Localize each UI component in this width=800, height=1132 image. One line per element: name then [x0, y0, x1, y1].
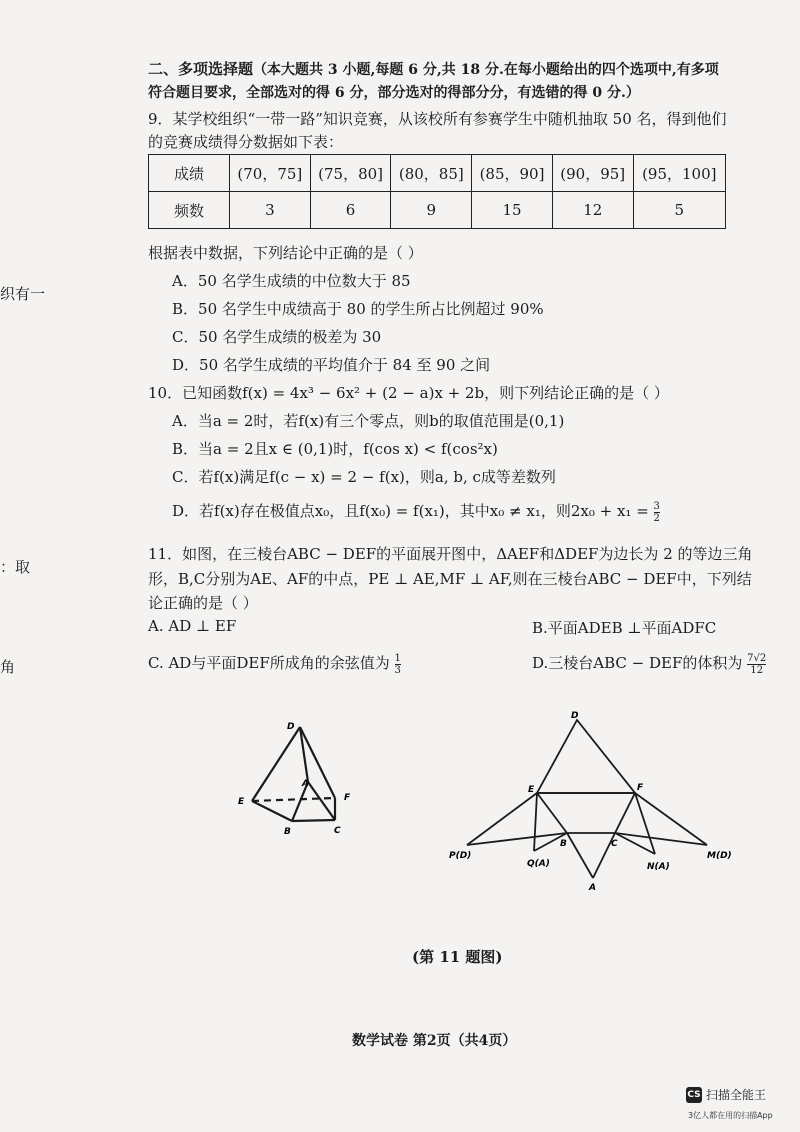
q9-option-a: A．50 名学生成绩的中位数大于 85	[172, 272, 411, 290]
label-f: F	[637, 783, 644, 793]
table-cell: 15	[472, 192, 553, 229]
figure-caption: (第 11 题图)	[412, 948, 503, 966]
label-p: P(D)	[449, 851, 472, 861]
q9-stem-2: 的竞赛成绩得分数据如下表：	[148, 133, 344, 151]
q11-option-a: A. AD ⊥ EF	[148, 617, 237, 635]
q11-option-b: B.平面ADEB ⊥平面ADFC	[532, 619, 717, 637]
label-a: A	[589, 883, 596, 893]
section-desc-2: 符合题目要求，全部选对的得 6 分，部分选对的得部分分，有选错的得 0 分.）	[148, 85, 640, 101]
frustum-figure	[230, 712, 370, 847]
table-cell: (95，100]	[633, 155, 725, 192]
table-cell: 9	[391, 192, 472, 229]
frequency-table	[148, 154, 726, 229]
section-header	[148, 58, 719, 79]
q10-option-a: A．当a = 2时，若f(x)有三个零点，则b的取值范围是(0,1)	[172, 412, 565, 430]
q11-option-d-text: D.三棱台ABC − DEF的体积为	[532, 654, 743, 672]
q11-stem-1: 11．如图，在三棱台ABC − DEF的平面展开图中，ΔAEF和ΔDEF为边长为 2 的等边三角	[148, 545, 753, 563]
table-cell: (85，90]	[472, 155, 553, 192]
q11-option-c	[148, 652, 401, 676]
scanner-badge	[686, 1086, 766, 1103]
section-title: 二、多项选择题	[148, 60, 254, 78]
table-row	[149, 192, 726, 229]
table-cell: 5	[633, 192, 725, 229]
margin-note: ：取	[0, 558, 31, 576]
q9-stem-1: 9．某学校组织“一带一路”知识竞赛，从该校所有参赛学生中随机抽取 50 名，得到他们	[148, 110, 727, 128]
table-cell: (70，75]	[230, 155, 311, 192]
fraction: $\frac{1}{3}$	[394, 652, 401, 676]
q9-option-c: C．50 名学生成绩的极差为 30	[172, 328, 382, 346]
table-row	[149, 155, 726, 192]
q10-option-d	[172, 500, 660, 524]
margin-note: 织有一	[0, 285, 46, 303]
table-cell: (75，80]	[310, 155, 391, 192]
label-n: N(A)	[647, 862, 670, 872]
label-c: C	[334, 826, 341, 836]
section-desc-1: （本大题共 3 小题,每题 6 分,共 18 分.在每小题给出的四个选项中,有多项	[253, 62, 719, 78]
row-header: 频数	[149, 192, 230, 229]
margin-note: 角	[0, 658, 16, 676]
label-a: A	[302, 779, 309, 789]
label-b: B	[560, 839, 567, 849]
label-b: B	[284, 827, 291, 837]
label-d: D	[571, 711, 579, 721]
net-figure	[445, 706, 745, 896]
q11-stem-3: 论正确的是（ ）	[148, 594, 258, 612]
q9-prompt: 根据表中数据，下列结论中正确的是（ ）	[148, 244, 423, 262]
q9-option-d: D．50 名学生成绩的平均值介于 84 至 90 之间	[172, 356, 491, 374]
label-e: E	[238, 797, 245, 807]
q11-option-c-text: C. AD与平面DEF所成角的余弦值为	[148, 654, 390, 672]
label-m: M(D)	[707, 851, 732, 861]
table-cell: 6	[310, 192, 391, 229]
q10-option-d-text: D．若f(x)存在极值点x₀，且f(x₀) = f(x₁)，其中x₀ ≠ x₁，则2x₀ + x₁ =	[172, 502, 649, 520]
q9-option-b: B．50 名学生中成绩高于 80 的学生所占比例超过 90%	[172, 300, 544, 318]
label-e: E	[528, 785, 535, 795]
fraction: $\frac{7√2}{12}$	[747, 652, 767, 676]
page-footer: 数学试卷 第2页（共4页）	[352, 1033, 517, 1049]
fraction: $\frac{3}{2}$	[653, 500, 660, 524]
q11-option-d	[532, 652, 766, 676]
table-cell: 12	[552, 192, 633, 229]
label-d: D	[287, 722, 295, 732]
label-q: Q(A)	[527, 859, 550, 869]
q10-option-c: C．若f(x)满足f(c − x) = 2 − f(x)，则a, b, c成等差数列	[172, 468, 556, 486]
q10-stem: 10．已知函数f(x) = 4x³ − 6x² + (2 − a)x + 2b，则下列结论正确的是（ ）	[148, 384, 669, 402]
scanner-tagline: 3亿人都在用的扫描App	[688, 1111, 773, 1120]
table-cell: 3	[230, 192, 311, 229]
table-cell: (80，85]	[391, 155, 472, 192]
scanner-logo-icon: CS	[686, 1087, 702, 1103]
label-f: F	[344, 793, 351, 803]
scanner-name: 扫描全能王	[706, 1088, 767, 1102]
table-cell: (90，95]	[552, 155, 633, 192]
label-c: C	[611, 839, 618, 849]
q11-stem-2: 形，B,C分别为AE、AF的中点，PE ⊥ AE,MF ⊥ AF,则在三棱台ABC − DEF中，下列结	[148, 570, 752, 588]
q10-option-b: B．当a = 2且x ∈ (0,1)时，f(cos x) < f(cos²x)	[172, 440, 498, 458]
row-header: 成绩	[149, 155, 230, 192]
